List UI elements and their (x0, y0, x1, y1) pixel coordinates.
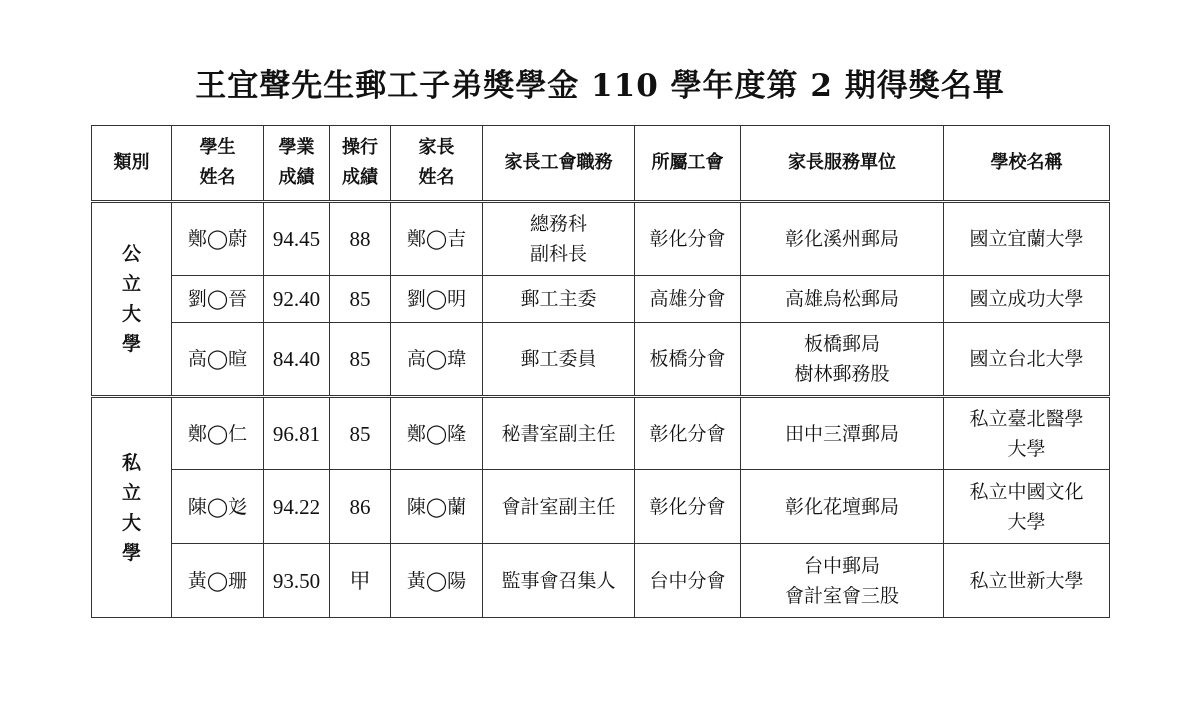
student-name-cell: 劉◯晉 (172, 276, 264, 323)
parent-name-cell: 黃◯陽 (391, 544, 483, 618)
table-body (92, 126, 1110, 618)
conduct-score-cell: 88 (330, 202, 391, 276)
header-line: 成績 (342, 167, 378, 188)
header-line: 家長服務單位 (788, 152, 896, 173)
category-char: 大 (121, 511, 141, 534)
conduct-score-cell: 85 (330, 276, 391, 323)
header-academic-score (264, 126, 330, 202)
table-row (92, 470, 1110, 544)
student-name-cell: 陳◯彣 (172, 470, 264, 544)
header-line: 類別 (113, 152, 150, 173)
union-branch-cell: 彰化分會 (635, 202, 741, 276)
academic-score-cell: 96.81 (264, 397, 330, 470)
school-cell (944, 470, 1110, 544)
parent-name-cell: 高◯瑋 (391, 323, 483, 397)
union-position-cell (483, 470, 635, 544)
category-char: 私 (121, 451, 141, 474)
header-line: 家長工會職務 (504, 152, 613, 173)
header-parent-name (391, 126, 483, 202)
header-line: 成績 (278, 167, 315, 188)
header-line: 學生 (199, 137, 236, 158)
header-line: 操行 (342, 137, 378, 158)
school-cell-line: 私立臺北醫學 (969, 407, 1084, 430)
header-line: 所屬工會 (651, 152, 724, 173)
school-cell (944, 544, 1110, 618)
union-position-cell (483, 397, 635, 470)
school-cell-line: 國立成功大學 (969, 288, 1084, 310)
service-unit-cell-line: 板橋郵局 (803, 333, 880, 355)
school-cell-line: 大學 (1007, 437, 1046, 460)
conduct-score-cell: 85 (330, 397, 391, 470)
header-line: 家長 (418, 137, 455, 158)
parent-name-cell: 鄭◯隆 (391, 397, 483, 470)
category-char: 學 (121, 333, 141, 355)
category-cell (92, 202, 172, 397)
student-name-cell: 鄭◯蔚 (172, 202, 264, 276)
union-position-cell-line: 郵工主委 (520, 288, 597, 310)
student-name-cell: 黃◯珊 (172, 544, 264, 618)
header-union-position (483, 126, 635, 202)
union-position-cell-line: 秘書室副主任 (501, 422, 616, 445)
union-branch-cell: 高雄分會 (635, 276, 741, 323)
table-row (92, 544, 1110, 618)
union-position-cell-line: 會計室副主任 (501, 495, 616, 518)
table-row (92, 397, 1110, 470)
service-unit-cell-line: 田中三潭郵局 (784, 422, 899, 445)
union-position-cell (483, 202, 635, 276)
service-unit-cell-line: 台中郵局 (803, 554, 880, 577)
service-unit-cell-line: 彰化花壇郵局 (784, 495, 899, 518)
category-char: 立 (121, 273, 141, 295)
union-position-cell (483, 323, 635, 397)
academic-score-cell: 93.50 (264, 544, 330, 618)
header-line: 學業 (278, 137, 315, 158)
school-cell (944, 323, 1110, 397)
conduct-score-cell: 甲 (330, 544, 391, 618)
parent-name-cell: 陳◯蘭 (391, 470, 483, 544)
union-position-cell-line: 總務科 (529, 213, 587, 235)
union-branch-cell: 彰化分會 (635, 397, 741, 470)
header-conduct-score (330, 126, 391, 202)
header-category (92, 126, 172, 202)
header-school (944, 126, 1110, 202)
parent-name-cell: 劉◯明 (391, 276, 483, 323)
header-student-name (172, 126, 264, 202)
header-union-branch (635, 126, 741, 202)
school-cell (944, 397, 1110, 470)
parent-name-cell: 鄭◯吉 (391, 202, 483, 276)
academic-score-cell: 92.40 (264, 276, 330, 323)
table-row (92, 276, 1110, 323)
union-position-cell-line: 郵工委員 (520, 348, 597, 370)
header-service-unit (741, 126, 944, 202)
union-position-cell (483, 276, 635, 323)
header-row (92, 126, 1110, 202)
academic-score-cell: 84.40 (264, 323, 330, 397)
header-line: 姓名 (418, 167, 455, 188)
school-cell (944, 202, 1110, 276)
union-branch-cell: 板橋分會 (635, 323, 741, 397)
table-row (92, 323, 1110, 397)
school-cell-line: 私立世新大學 (969, 569, 1084, 592)
header-line: 學校名稱 (990, 152, 1063, 173)
student-name-cell: 鄭◯仁 (172, 397, 264, 470)
service-unit-cell (741, 470, 944, 544)
school-cell-line: 國立宜蘭大學 (969, 228, 1084, 250)
document-title: 王宜聲先生郵工子弟獎學金 110 學年度第 2 期得獎名單 (195, 68, 1005, 104)
header-line: 姓名 (199, 167, 236, 188)
service-unit-cell-line: 會計室會三股 (784, 584, 899, 607)
union-branch-cell: 台中分會 (635, 544, 741, 618)
service-unit-cell-line: 高雄烏松郵局 (784, 288, 899, 310)
conduct-score-cell: 86 (330, 470, 391, 544)
category-cell (92, 397, 172, 618)
service-unit-cell (741, 202, 944, 276)
service-unit-cell (741, 397, 944, 470)
student-name-cell: 高◯暄 (172, 323, 264, 397)
service-unit-cell-line: 彰化溪州郵局 (784, 228, 899, 250)
service-unit-cell (741, 276, 944, 323)
table-row (92, 202, 1110, 276)
service-unit-cell-line: 樹林郵務股 (794, 363, 890, 385)
category-char: 大 (121, 303, 141, 325)
school-cell-line: 私立中國文化 (969, 480, 1084, 503)
award-list-table (91, 125, 1110, 618)
service-unit-cell (741, 323, 944, 397)
union-position-cell-line: 副科長 (529, 243, 587, 265)
category-char: 立 (121, 481, 141, 504)
union-branch-cell: 彰化分會 (635, 470, 741, 544)
school-cell (944, 276, 1110, 323)
conduct-score-cell: 85 (330, 323, 391, 397)
union-position-cell-line: 監事會召集人 (501, 569, 616, 592)
category-char: 公 (121, 243, 141, 265)
academic-score-cell: 94.45 (264, 202, 330, 276)
academic-score-cell: 94.22 (264, 470, 330, 544)
service-unit-cell (741, 544, 944, 618)
union-position-cell (483, 544, 635, 618)
school-cell-line: 國立台北大學 (969, 348, 1084, 370)
school-cell-line: 大學 (1007, 510, 1046, 533)
category-char: 學 (121, 541, 141, 564)
